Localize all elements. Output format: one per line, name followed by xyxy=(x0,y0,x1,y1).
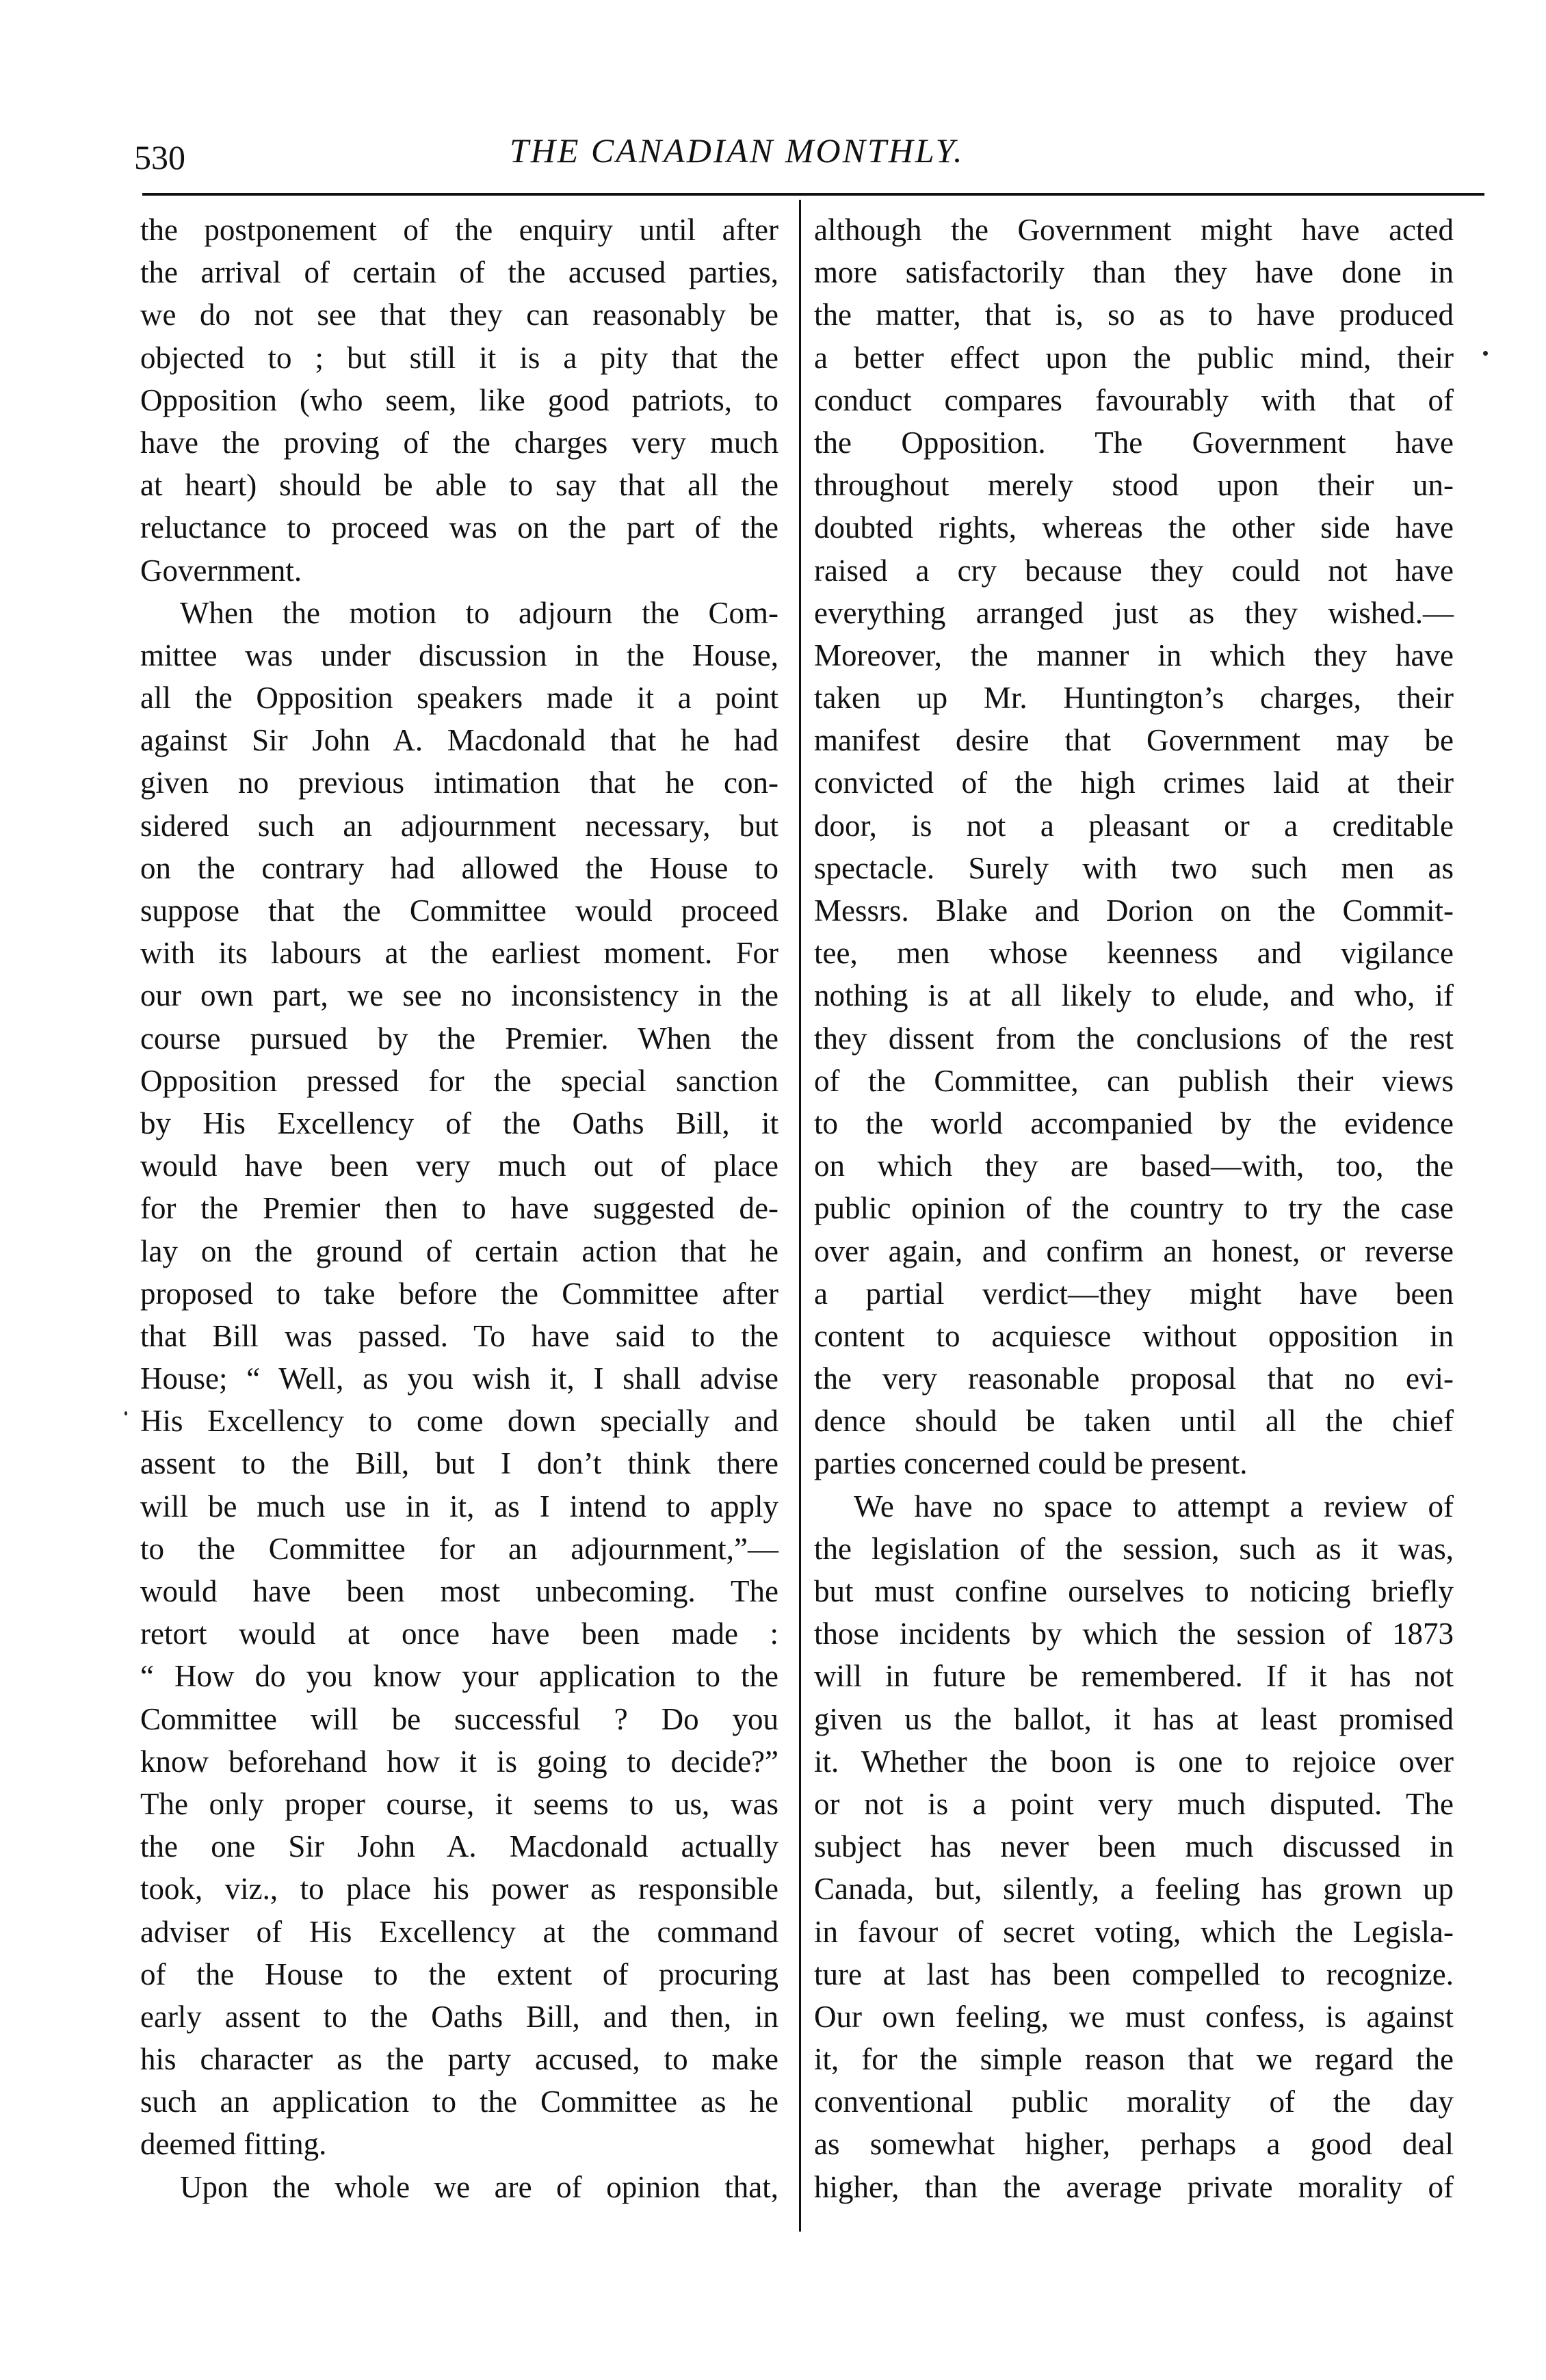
text-line: When the motion to adjourn the Com- xyxy=(180,595,778,630)
text-line: deemed fitting. xyxy=(140,2127,327,2162)
text-line: higher, than the average private morality of xyxy=(814,2169,1454,2204)
text-line: assent to the Bill, but I don’t think there xyxy=(140,1446,778,1481)
text-line: his character as the party accused, to make xyxy=(140,2042,778,2077)
text-line: as somewhat higher, perhaps a good deal xyxy=(814,2127,1454,2162)
text-line: everything arranged just as they wished.— xyxy=(814,595,1454,630)
text-line: Committee will be successful ? Do you xyxy=(140,1701,778,1736)
text-line: have the proving of the charges very much xyxy=(140,425,778,460)
text-line: Government. xyxy=(140,553,302,588)
text-line: a partial verdict—they might have been xyxy=(814,1276,1454,1311)
text-line: conventional public morality of the day xyxy=(814,2084,1454,2119)
text-line: doubted rights, whereas the other side have xyxy=(814,510,1454,545)
text-line: more satisfactorily than they have done in xyxy=(814,255,1454,290)
text-line: it, for the simple reason that we regard the xyxy=(814,2042,1454,2077)
text-line: objected to ; but still it is a pity that the xyxy=(140,340,778,375)
left-column xyxy=(140,209,778,2208)
text-line: throughout merely stood upon their un- xyxy=(814,468,1454,503)
text-line: taken up Mr. Huntington’s charges, their xyxy=(814,681,1454,716)
text-line: on which they are based—with, too, the xyxy=(814,1149,1454,1184)
text-line: We have no space to attempt a review of xyxy=(854,1489,1454,1524)
text-line: parties concerned could be present. xyxy=(814,1446,1248,1481)
text-line: His Excellency to come down specially and xyxy=(140,1404,778,1439)
text-line: by His Excellency of the Oaths Bill, it xyxy=(140,1106,778,1140)
running-title: THE CANADIAN MONTHLY. xyxy=(510,131,965,170)
text-line: Opposition pressed for the special sanction xyxy=(140,1063,778,1098)
text-line: Our own feeling, we must confess, is against xyxy=(814,1999,1454,2034)
text-line: content to acquiesce without opposition in xyxy=(814,1318,1454,1353)
text-line: at heart) should be able to say that all the xyxy=(140,468,778,503)
text-line: suppose that the Committee would proceed xyxy=(140,893,778,928)
text-line: adviser of His Excellency at the command xyxy=(140,1914,778,1949)
text-line: reluctance to proceed was on the part of the xyxy=(140,510,778,545)
text-line: know beforehand how it is going to decide?” xyxy=(140,1744,778,1779)
text-line: will be much use in it, as I intend to apply xyxy=(140,1489,778,1524)
text-line: The only proper course, it seems to us, was xyxy=(140,1786,778,1821)
text-line: raised a cry because they could not have xyxy=(814,553,1454,588)
text-line: Upon the whole we are of opinion that, xyxy=(180,2169,778,2204)
text-line: all the Opposition speakers made it a point xyxy=(140,681,778,716)
text-line: the one Sir John A. Macdonald actually xyxy=(140,1829,778,1864)
page-number: 530 xyxy=(134,138,185,176)
text-line: manifest desire that Government may be xyxy=(814,723,1454,758)
text-line: although the Government might have acted xyxy=(814,213,1454,247)
text-line: “ How do you know your application to the xyxy=(140,1659,778,1694)
text-line: subject has never been much discussed in xyxy=(814,1829,1454,1864)
text-line: convicted of the high crimes laid at their xyxy=(814,766,1454,800)
text-line: public opinion of the country to try the case xyxy=(814,1191,1454,1226)
text-line: to the world accompanied by the evidence xyxy=(814,1106,1454,1140)
text-line: nothing is at all likely to elude, and who, if xyxy=(814,978,1454,1013)
text-line: given no previous intimation that he con- xyxy=(140,766,778,800)
text-line: but must confine ourselves to noticing briefly xyxy=(814,1574,1454,1608)
text-line: retort would at once have been made : xyxy=(140,1617,778,1651)
text-line: Moreover, the manner in which they have xyxy=(814,638,1454,672)
text-line: the postponement of the enquiry until after xyxy=(140,213,778,247)
text-line: it. Whether the boon is one to rejoice over xyxy=(814,1744,1454,1779)
text-line: they dissent from the conclusions of the rest xyxy=(814,1021,1454,1056)
text-line: such an application to the Committee as he xyxy=(140,2084,778,2119)
text-line: the very reasonable proposal that no evi- xyxy=(814,1361,1454,1396)
text-line: that Bill was passed. To have said to the xyxy=(140,1318,778,1353)
text-line: for the Premier then to have suggested de- xyxy=(140,1191,778,1226)
text-line: took, viz., to place his power as responsible xyxy=(140,1872,778,1907)
print-speck xyxy=(1483,351,1488,356)
text-line: Messrs. Blake and Dorion on the Commit- xyxy=(814,893,1454,928)
text-line: would have been most unbecoming. The xyxy=(140,1574,778,1608)
text-line: we do not see that they can reasonably be xyxy=(140,298,778,332)
text-line: over again, and confirm an honest, or reverse xyxy=(814,1233,1454,1268)
text-line: the Opposition. The Government have xyxy=(814,425,1454,460)
text-line: a better effect upon the public mind, their xyxy=(814,340,1454,375)
text-line: Opposition (who seem, like good patriots, to xyxy=(140,382,778,417)
text-line: ture at last has been compelled to recognize. xyxy=(814,1957,1454,1991)
text-line: mittee was under discussion in the House, xyxy=(140,638,778,672)
column-divider xyxy=(799,200,801,2232)
text-line: of the House to the extent of procuring xyxy=(140,1957,778,1991)
text-line: lay on the ground of certain action that he xyxy=(140,1233,778,1268)
text-line: those incidents by which the session of 1873 xyxy=(814,1617,1454,1651)
text-line: in favour of secret voting, which the Legisla- xyxy=(814,1914,1454,1949)
text-line: with its labours at the earliest moment. For xyxy=(140,936,778,971)
text-line: early assent to the Oaths Bill, and then, in xyxy=(140,1999,778,2034)
text-line: the arrival of certain of the accused parties, xyxy=(140,255,778,290)
text-line: given us the ballot, it has at least promised xyxy=(814,1701,1454,1736)
text-line: the matter, that is, so as to have produced xyxy=(814,298,1454,332)
right-column xyxy=(814,209,1454,2208)
text-line: or not is a point very much disputed. The xyxy=(814,1786,1454,1821)
text-line: will in future be remembered. If it has not xyxy=(814,1659,1454,1694)
text-line: would have been very much out of place xyxy=(140,1149,778,1184)
text-line: proposed to take before the Committee after xyxy=(140,1276,778,1311)
header-rule xyxy=(142,193,1484,196)
text-line: of the Committee, can publish their views xyxy=(814,1063,1454,1098)
text-line: our own part, we see no inconsistency in the xyxy=(140,978,778,1013)
text-line: the legislation of the session, such as it was, xyxy=(814,1531,1454,1566)
text-line: tee, men whose keenness and vigilance xyxy=(814,936,1454,971)
text-line: conduct compares favourably with that of xyxy=(814,382,1454,417)
text-line: against Sir John A. Macdonald that he had xyxy=(140,723,778,758)
text-line: Canada, but, silently, a feeling has grown up xyxy=(814,1872,1454,1907)
text-line: sidered such an adjournment necessary, but xyxy=(140,808,778,843)
text-line: House; “ Well, as you wish it, I shall advise xyxy=(140,1361,778,1396)
text-line: spectacle. Surely with two such men as xyxy=(814,850,1454,885)
print-speck xyxy=(125,1411,127,1415)
text-line: door, is not a pleasant or a creditable xyxy=(814,808,1454,843)
text-line: to the Committee for an adjournment,”— xyxy=(140,1531,778,1566)
text-line: on the contrary had allowed the House to xyxy=(140,850,778,885)
text-line: course pursued by the Premier. When the xyxy=(140,1021,778,1056)
text-line: dence should be taken until all the chief xyxy=(814,1404,1454,1439)
